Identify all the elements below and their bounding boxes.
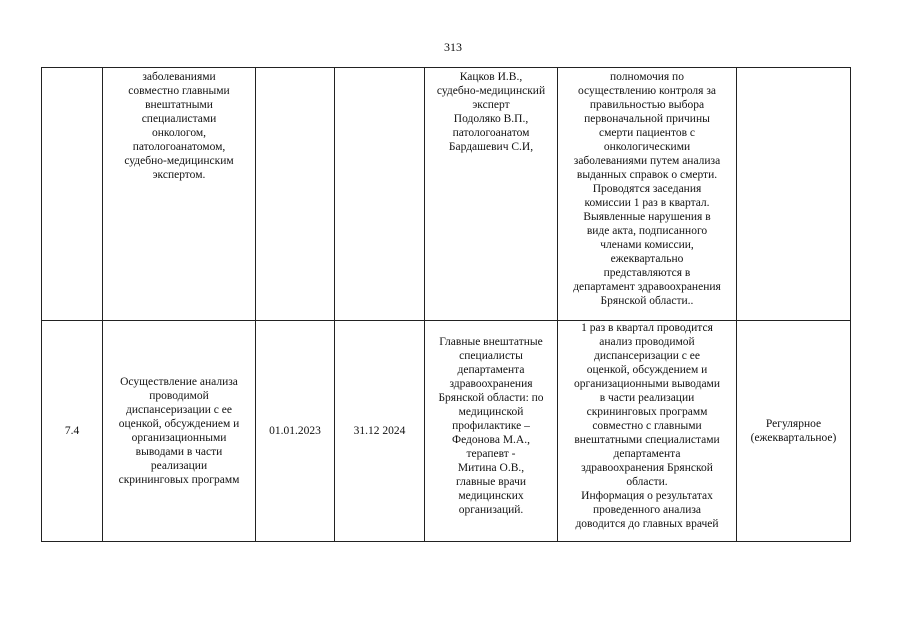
cell-frequency: Регулярное (ежеквартальное) [737, 321, 851, 542]
table-row-continuation [42, 68, 851, 321]
cell-number [42, 68, 103, 321]
cell-responsible: Главные внештатные специалисты департамента здравоохранения Брянской области: по медицинской профилактике – Федонова М.А., терапевт - Митина О.В., главные врачи медицинских организаций. [425, 321, 558, 542]
cell-event: заболеваниями совместно главными внештатными специалистами онкологом, патологоанатомом, судебно-медицинским экспертом. [103, 68, 256, 321]
cell-frequency [737, 68, 851, 321]
page-number: 313 [444, 40, 462, 54]
cell-start-date [256, 68, 335, 321]
cell-number: 7.4 [42, 321, 103, 542]
document-table [41, 67, 851, 542]
cell-result: полномочия по осуществлению контроля за правильностью выбора первоначальной причины смерти пациентов с онкологическими заболеваниями путем анализа выданных справок о смерти. Проводятся заседания комиссии 1 раз в квартал. Выявленные нарушения в виде акта, подписанного членами комиссии, ежеквартально представляются в департамент здравоохранения Брянской области.. [558, 68, 737, 321]
cell-end-date [335, 68, 425, 321]
cell-end-date: 31.12 2024 [335, 321, 425, 542]
cell-responsible: Кацков И.В., судебно-медицинский эксперт Подоляко В.П., патологоанатом Бардашевич С.И, [425, 68, 558, 321]
cell-event: Осуществление анализа проводимой диспансеризации с ее оценкой, обсуждением и организационными выводами в части реализации скрининговых программ [103, 321, 256, 542]
cell-start-date: 01.01.2023 [256, 321, 335, 542]
table-row-7-4 [42, 321, 851, 542]
cell-result: 1 раз в квартал проводится анализ проводимой диспансеризации с ее оценкой, обсуждением и организационными выводами в части реализации скрининговых программ совместно с главными внештатными специалистами департамента здравоохранения Брянской области. Информация о результатах проведенного анализа доводится до главных врачей [558, 321, 737, 542]
